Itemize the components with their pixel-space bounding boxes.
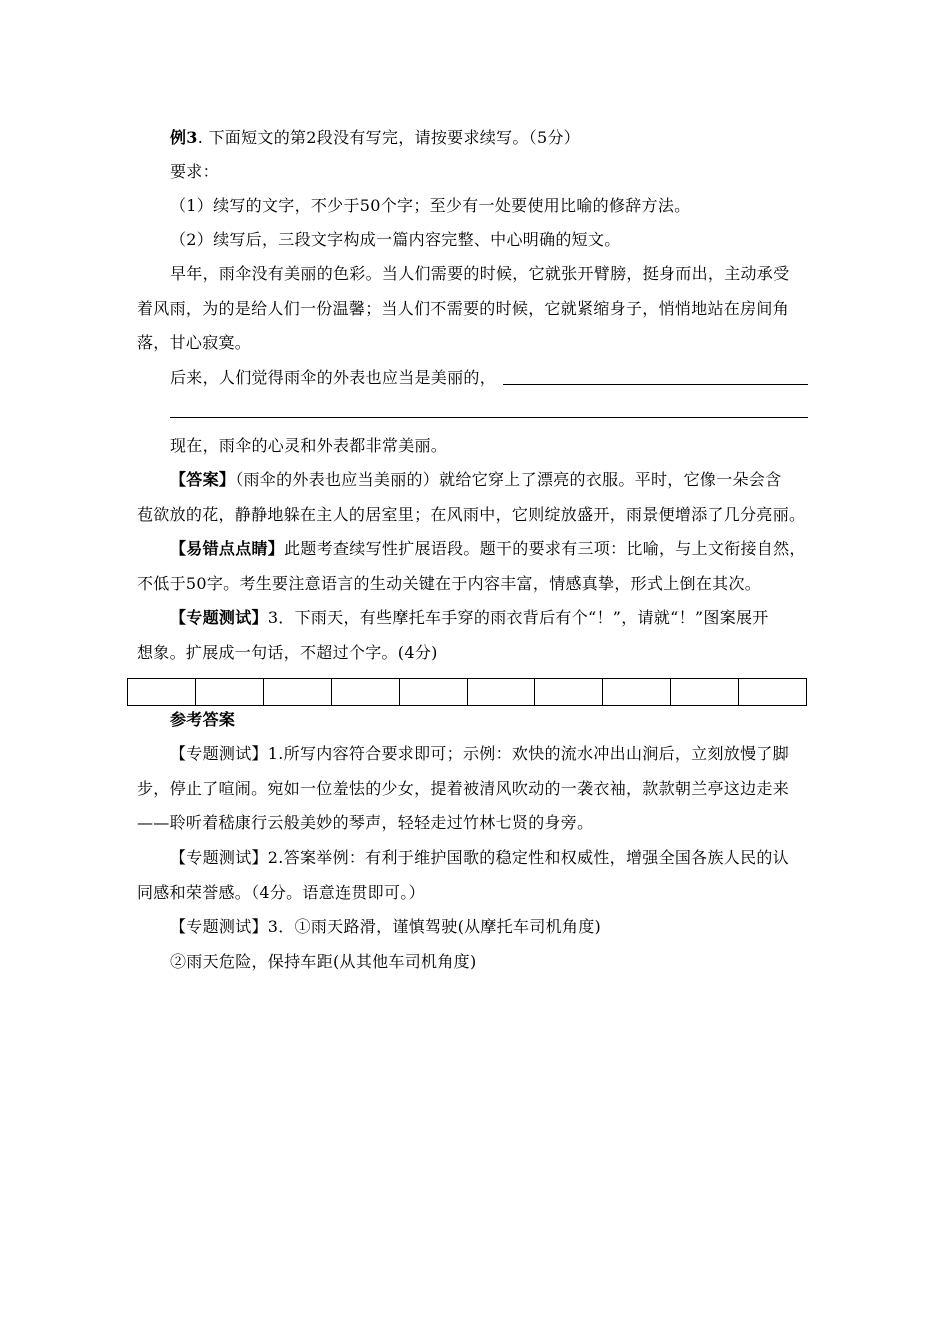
reference-answer-1-line-3: ——聆听着嵇康行云般美妙的琴声，轻轻走过竹林七贤的身旁。 bbox=[137, 813, 594, 832]
grid-cell bbox=[671, 679, 739, 705]
answer-label: 【答案】 bbox=[170, 470, 236, 489]
grid-cell bbox=[196, 679, 264, 705]
grid-cell bbox=[603, 679, 671, 705]
example-title bbox=[170, 128, 580, 148]
reference-answer-2-line-2: 同感和荣誉感。（4分。语意连贯即可。） bbox=[137, 883, 425, 902]
paragraph-3: 现在，雨伞的心灵和外表都非常美丽。 bbox=[170, 436, 448, 455]
requirement-2: （2）续写后，三段文字构成一篇内容完整、中心明确的短文。 bbox=[170, 230, 621, 249]
reference-answer-3-line-1: 【专题测试】3．①雨天路滑，谨慎驾驶(从摩托车司机角度) bbox=[170, 917, 602, 936]
grid-cell bbox=[400, 679, 468, 705]
answer-line-1 bbox=[170, 470, 781, 490]
error-point-text-1: 此题考查续写性扩展语段。题干的要求有三项：比喻，与上文衔接自然， bbox=[284, 539, 806, 558]
example-label: 例3 bbox=[170, 128, 198, 147]
fill-in-line-1 bbox=[503, 384, 808, 385]
grid-cell bbox=[128, 679, 196, 705]
answer-line-2: 苞欲放的花，静静地躲在主人的居室里；在风雨中，它则绽放盛开，雨景便增添了几分亮丽。 bbox=[137, 505, 806, 524]
test-text-1: 3．下雨天，有些摩托车手穿的雨衣背后有个“！”，请就“！”图案展开 bbox=[267, 608, 769, 627]
grid-cell bbox=[264, 679, 332, 705]
error-point-line-1 bbox=[170, 539, 806, 559]
answer-text-1: （雨伞的外表也应当美丽的）就给它穿上了漂亮的衣服。平时，它像一朵会含 bbox=[235, 470, 782, 489]
answer-grid bbox=[127, 678, 807, 706]
reference-answer-1-line-1: 【专题测试】1.所写内容符合要求即可；示例：欢快的流水冲出山涧后，立刻放慢了脚 bbox=[170, 744, 789, 763]
fill-in-line-2 bbox=[170, 417, 808, 418]
grid-cell bbox=[468, 679, 536, 705]
paragraph-1-line-2: 着风雨，为的是给人们一份温馨；当人们不需要的时候，它就紧缩身子，悄悄地站在房间角 bbox=[137, 299, 790, 318]
grid-cell bbox=[332, 679, 400, 705]
error-point-line-2: 不低于50字。考生要注意语言的生动关键在于内容丰富，情感真挚，形式上倒在其次。 bbox=[137, 574, 762, 593]
requirement-1: （1）续写的文字，不少于50个字；至少有一处要使用比喻的修辞方法。 bbox=[170, 196, 691, 215]
grid-cell bbox=[535, 679, 603, 705]
example-title-text: . 下面短文的第2段没有写完，请按要求续写。（5分） bbox=[197, 128, 581, 147]
paragraph-2-start: 后来，人们觉得雨伞的外表也应当是美丽的， bbox=[170, 368, 497, 387]
reference-heading: 参考答案 bbox=[170, 710, 236, 729]
paragraph-1-line-3: 落，甘心寂寞。 bbox=[137, 333, 252, 352]
paragraph-1-line-1: 早年，雨伞没有美丽的色彩。当人们需要的时候，它就张开臂膀，挺身而出，主动承受 bbox=[170, 264, 790, 283]
test-label: 【专题测试】 bbox=[170, 608, 268, 627]
reference-answer-3-line-2: ②雨天危险，保持车距(从其他车司机角度) bbox=[170, 952, 477, 971]
requirements-label: 要求： bbox=[170, 162, 219, 181]
reference-answer-2-line-1: 【专题测试】2.答案举例：有利于维护国歌的稳定性和权威性，增强全国各族人民的认 bbox=[170, 848, 789, 867]
test-line-1 bbox=[170, 608, 769, 628]
grid-cell bbox=[739, 679, 806, 705]
test-line-2: 想象。扩展成一句话，不超过个字。(4分) bbox=[137, 643, 438, 662]
reference-answer-1-line-2: 步，停止了喧闹。宛如一位羞怯的少女，提着被清风吹动的一袭衣袖，款款朝兰亭这边走来 bbox=[137, 779, 790, 798]
error-point-label: 【易错点点睛】 bbox=[170, 539, 285, 558]
